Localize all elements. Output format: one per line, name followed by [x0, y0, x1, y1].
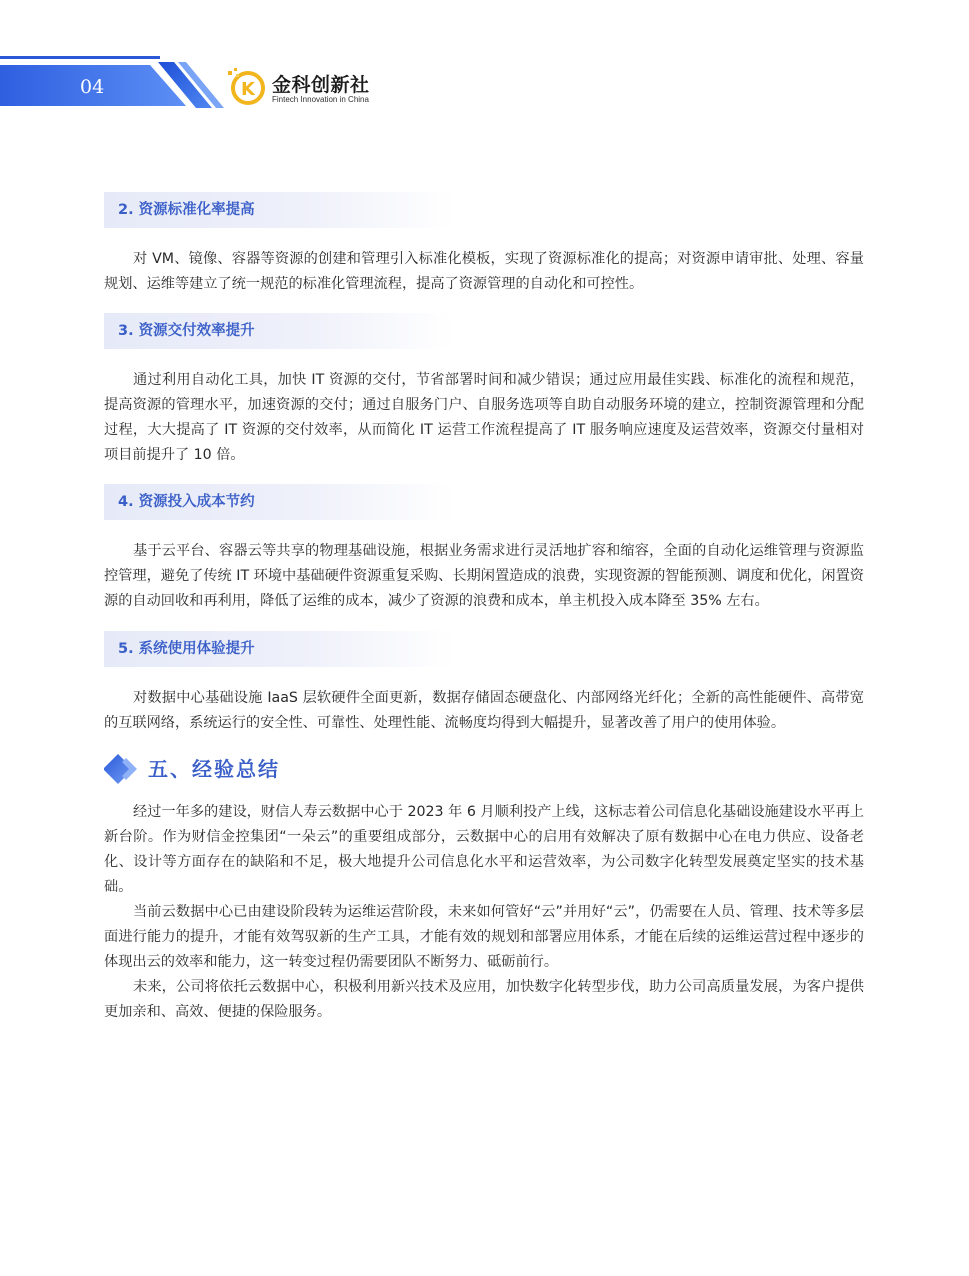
- svg-text:K: K: [241, 79, 255, 100]
- logo-title: 金科创新社: [272, 74, 370, 96]
- logo-badge-icon: [226, 68, 270, 108]
- subsection-heading-3: 3. 资源交付效率提升: [104, 313, 454, 349]
- paragraph: 经过一年多的建设，财信人寿云数据中心于 2023 年 6 月顺利投产上线，这标志着公司信息化基础设施建设水平再上新台阶。作为财信金控集团“一朵云”的重要组成部分，云数据中心的启用有效解决了原有数据中心在电力供应、设备老化、设计等方面存在的缺陷和不足，极大地提升公司信息化水平和运营效率，为公司数字化转型发展奠定坚实的技术基础。: [104, 804, 864, 895]
- paragraph: 对数据中心基础设施 IaaS 层软硬件全面更新，数据存储固态硬盘化、内部网络光纤化；全新的高性能硬件、高带宽的互联网络，系统运行的安全性、可靠性、处理性能、流畅度均得到大幅提升，显著改善了用户的使用体验。: [104, 690, 864, 731]
- paragraph: 基于云平台、容器云等共享的物理基础设施，根据业务需求进行灵活地扩容和缩容，全面的自动化运维管理与资源监控管理，避免了传统 IT 环境中基础硬件资源重复采购、长期闲置造成的浪费，实现资源的智能预测、调度和优化，闲置资源的自动回收和再利用，降低了运维的成本，减少了资源的浪费和成本，单主机投入成本降至 35% 左右。: [104, 543, 864, 609]
- subsection-heading-2: 2. 资源标准化率提高: [104, 192, 454, 228]
- paragraph: 未来，公司将依托云数据中心，积极利用新兴技术及应用，加快数字化转型步伐，助力公司高质量发展，为客户提供更加亲和、高效、便捷的保险服务。: [104, 979, 864, 1020]
- header-banner-graphic: [0, 0, 969, 120]
- page-number: 04: [80, 76, 105, 98]
- subsection-heading-4: 4. 资源投入成本节约: [104, 484, 454, 520]
- page-header: [0, 0, 969, 120]
- section-heading-summary: [104, 752, 404, 786]
- diamond-icon: [104, 752, 144, 786]
- subsection-heading-5: 5. 系统使用体验提升: [104, 631, 454, 667]
- logo-subtitle: Fintech Innovation in China: [272, 95, 369, 104]
- section-title: 五、经验总结: [148, 757, 280, 781]
- paragraph: 通过利用自动化工具，加快 IT 资源的交付，节省部署时间和减少错误；通过应用最佳实践、标准化的流程和规范，提高资源的管理水平，加速资源的交付；通过自服务门户、自服务选项等自助自动服务环境的建立，控制资源管理和分配过程，大大提高了 IT 资源的交付效率，从而简化 IT 运营工作流程提高了 IT 服务响应速度及运营效率，资源交付量相对项目前提升了 10 倍。: [104, 372, 864, 463]
- paragraph: 当前云数据中心已由建设阶段转为运维运营阶段，未来如何管好“云”并用好“云”，仍需要在人员、管理、技术等多层面进行能力的提升，才能有效驾驭新的生产工具，才能有效的规划和部署应用体系，才能在后续的运维运营过程中逐步的体现出云的效率和能力，这一转变过程仍需要团队不断努力、砥砺前行。: [104, 904, 864, 970]
- paragraph: 对 VM、镜像、容器等资源的创建和管理引入标准化模板，实现了资源标准化的提高；对资源申请审批、处理、容量规划、运维等建立了统一规范的标准化管理流程，提高了资源管理的自动化和可控性。: [104, 251, 864, 292]
- brand-logo: [226, 68, 386, 108]
